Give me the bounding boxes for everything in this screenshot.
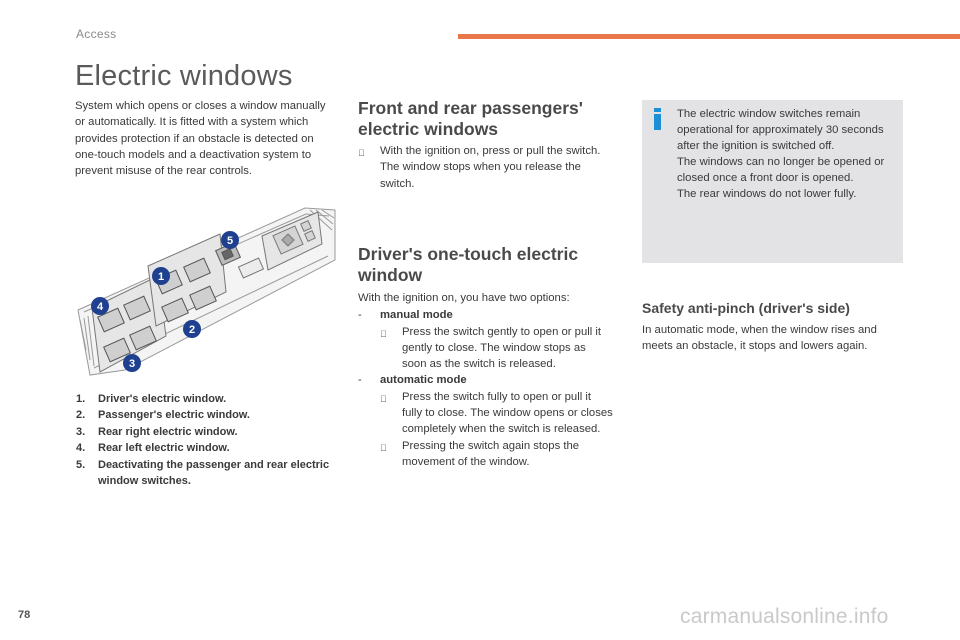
- callout-5: [221, 231, 239, 249]
- legend-number: 1.: [76, 393, 86, 405]
- dash-marker: -: [358, 374, 362, 387]
- callout-2: [183, 320, 201, 338]
- legend-number: 2.: [76, 409, 86, 422]
- front-rear-text: With the ignition on, press or pull the switch. The window stops when you release the switch.: [380, 145, 601, 190]
- one-touch-heading: Driver's one-touch electric window: [358, 244, 579, 285]
- manual-mode-label: manual mode: [380, 309, 453, 322]
- info-icon: [654, 108, 664, 130]
- legend-number: 4.: [76, 442, 86, 455]
- callout-4-label: 4: [96, 301, 104, 313]
- section-label: Access: [76, 27, 117, 41]
- legend-number: 5.: [76, 458, 86, 471]
- arrow-bullet-icon: [380, 324, 402, 373]
- info-text-timer: The electric window switches remain operational for approximately 30 seconds after the ignition is switched off.: [677, 108, 884, 153]
- legend-item: [76, 407, 338, 423]
- watermark: carmanualsonline.info: [680, 605, 889, 628]
- callout-3-label: 3: [128, 358, 136, 370]
- front-rear-heading: Front and rear passengers' electric windows: [358, 98, 583, 139]
- legend-text: Rear left electric window.: [98, 442, 230, 455]
- page-number: 78: [18, 609, 31, 621]
- arrow-bullet-icon: [380, 438, 402, 471]
- anti-pinch-heading: Safety anti-pinch (driver's side): [642, 300, 850, 316]
- arrow-bullet-icon: [358, 143, 380, 192]
- legend-text: Passenger's electric window.: [98, 409, 250, 422]
- callout-1-label: 1: [157, 271, 165, 283]
- one-touch-intro: With the ignition on, you have two options:: [358, 292, 570, 304]
- legend-text: Rear right electric window.: [98, 425, 238, 438]
- legend-text: Driver's electric window.: [98, 393, 227, 405]
- manual-mode-text: Press the switch gently to open or pull it gently to close. The window stops as soon as the switch is released.: [402, 325, 602, 371]
- front-rear-instruction: [358, 143, 608, 192]
- callout-2-label: 2: [188, 324, 196, 336]
- legend-number: 3.: [76, 425, 86, 438]
- legend-item: [76, 391, 338, 407]
- automatic-mode-text: Press the switch fully to open or pull it fully to close. The window opens or closes completely when the switch is released.: [402, 390, 613, 436]
- legend-item: [76, 457, 338, 490]
- info-text-door: The windows can no longer be opened or closed once a front door is opened.: [677, 156, 885, 185]
- legend-item: [76, 424, 338, 440]
- callout-5-label: 5: [226, 235, 234, 247]
- info-text-rear: The rear windows do not lower fully.: [677, 188, 857, 201]
- info-text: [677, 106, 903, 203]
- window-switch-diagram: [70, 200, 340, 385]
- anti-pinch-text: In automatic mode, when the window rises and meets an obstacle, it stops and lowers again.: [642, 324, 877, 353]
- figure-legend: [76, 391, 338, 489]
- info-box: [642, 100, 903, 263]
- automatic-mode-stop-text: Pressing the switch again stops the movement of the window.: [402, 439, 580, 468]
- callout-1: [152, 267, 170, 285]
- legend-text: Deactivating the passenger and rear electric window switches.: [98, 458, 330, 488]
- one-touch-content: [358, 290, 613, 470]
- arrow-bullet-icon: [380, 389, 402, 438]
- legend-item: [76, 440, 338, 456]
- header-accent-bar: [458, 34, 960, 39]
- callout-4: [91, 297, 109, 315]
- intro-text: System which opens or closes a window manually or automatically. It is fitted with a system which provides protection if an obstacle is detected on one-touch models and a deactivation system to prevent misuse of the rear controls.: [75, 100, 326, 178]
- dash-marker: -: [358, 309, 362, 322]
- automatic-mode-label: automatic mode: [380, 374, 467, 387]
- page-title: Electric windows: [75, 60, 293, 92]
- callout-3: [123, 354, 141, 372]
